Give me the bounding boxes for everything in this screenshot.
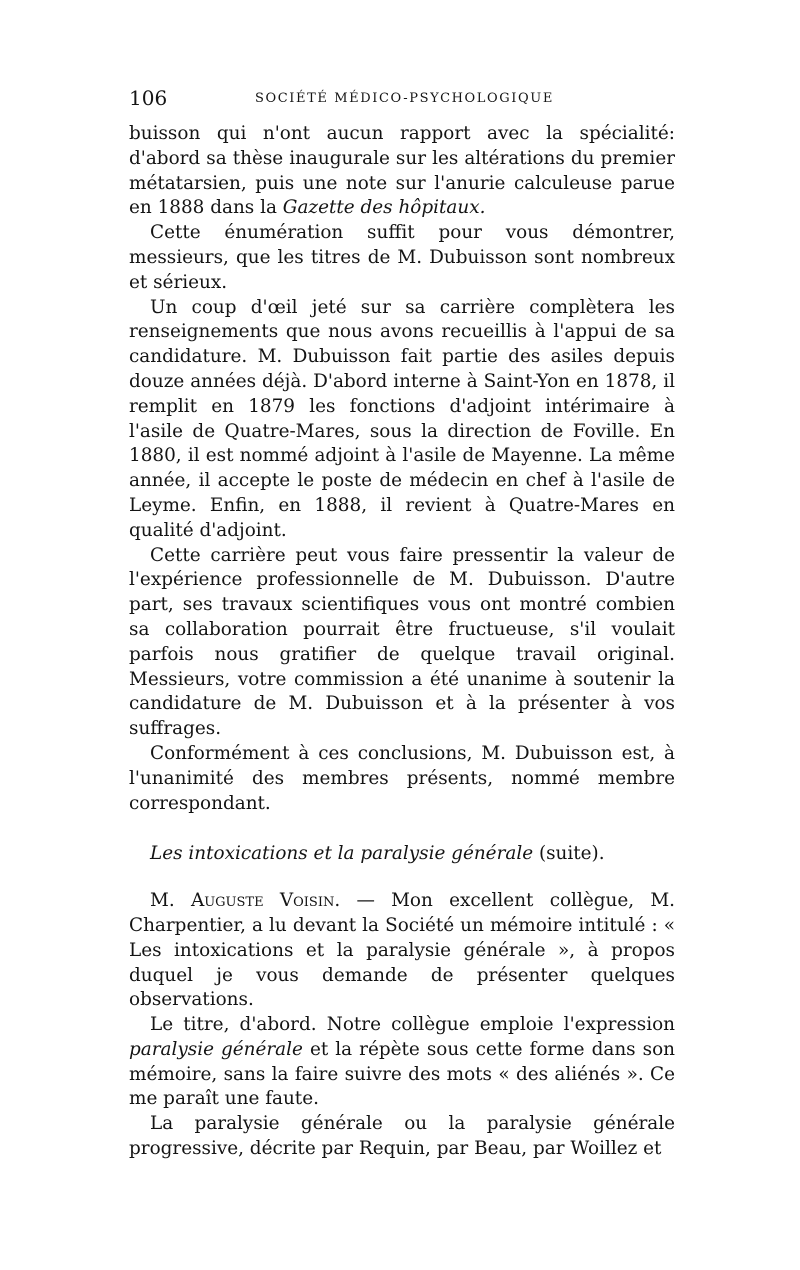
paragraph-7-text-a: Le titre, d'abord. Notre collègue emploie l'expression (150, 1014, 675, 1036)
paragraph-1 (129, 122, 675, 221)
journal-title: Gazette des hôpitaux. (282, 197, 486, 219)
section-title-suffix: (suite). (533, 843, 605, 865)
paragraph-6-text: — Mon excellent collègue, M. Charpentier, a lu devant la Société un mémoire intitulé : « Les intoxications et la paralysie générale », à propos duquel je vous demande de présenter quelques observations. (129, 890, 675, 1011)
section-title (129, 842, 675, 867)
paragraph-5: Conformément à ces conclusions, M. Dubuisson est, à l'unanimité des membres présents, nommé membre correspondant. (129, 742, 675, 814)
section-title-italic: Les intoxications et la paralysie générale (150, 843, 534, 865)
body-text (129, 122, 675, 1162)
paragraph-6 (129, 889, 675, 1013)
paragraph-3: Un coup d'œil jeté sur sa carrière complètera les renseignements que nous avons recueillis à l'appui de sa candidature. M. Dubuisson fait partie des asiles depuis douze années déjà. D'abord interne à Saint-Yon en 1878, il remplit en 1879 les fonctions d'adjoint intérimaire à l'asile de Quatre-Mares, sous la direction de Foville. En 1880, il est nommé adjoint à l'asile de Mayenne. La même année, il accepte le poste de médecin en chef à l'asile de Leyme. Enfin, en 1888, il revient à Quatre-Mares en qualité d'adjoint. (129, 296, 675, 541)
speaker-name: M. Auguste Voisin. (150, 890, 341, 912)
paragraph-7-term: paralysie générale (129, 1038, 303, 1060)
paragraph-7 (129, 1013, 675, 1112)
paragraph-4: Cette carrière peut vous faire pressentir la valeur de l'expérience professionnelle de M. Dubuisson. D'autre part, ses travaux scientifiques vous ont montré combien sa collaboration pourrait être fructueuse, s'il voulait parfois nous gratifier de quelque travail original. Messieurs, votre commission a été unanime à soutenir la candidature de M. Dubuisson et à la présenter à vos suffrages. (129, 544, 675, 740)
paragraph-8: La paralysie générale ou la paralysie générale progressive, décrite par Requin, par Beau, par Woillez et (129, 1113, 675, 1160)
paragraph-7-text-b: et la répète sous cette forme dans son mémoire, sans la faire suivre des mots « des aliénés ». Ce me paraît une faute. (129, 1038, 675, 1110)
running-head: SOCIÉTÉ MÉDICO-PSYCHOLOGIQUE (255, 91, 554, 106)
page-header (129, 86, 675, 122)
paragraph-1-text: buisson qui n'ont aucun rapport avec la spécialité: d'abord sa thèse inaugurale sur les altérations du premier métatarsien, puis une note sur l'anurie calculeuse parue en 1888 dans la (129, 123, 675, 219)
book-page (129, 86, 675, 1256)
paragraph-2: Cette énumération suffit pour vous démontrer, messieurs, que les titres de M. Dubuisson sont nombreux et sérieux. (129, 222, 675, 293)
page-number: 106 (129, 86, 168, 110)
